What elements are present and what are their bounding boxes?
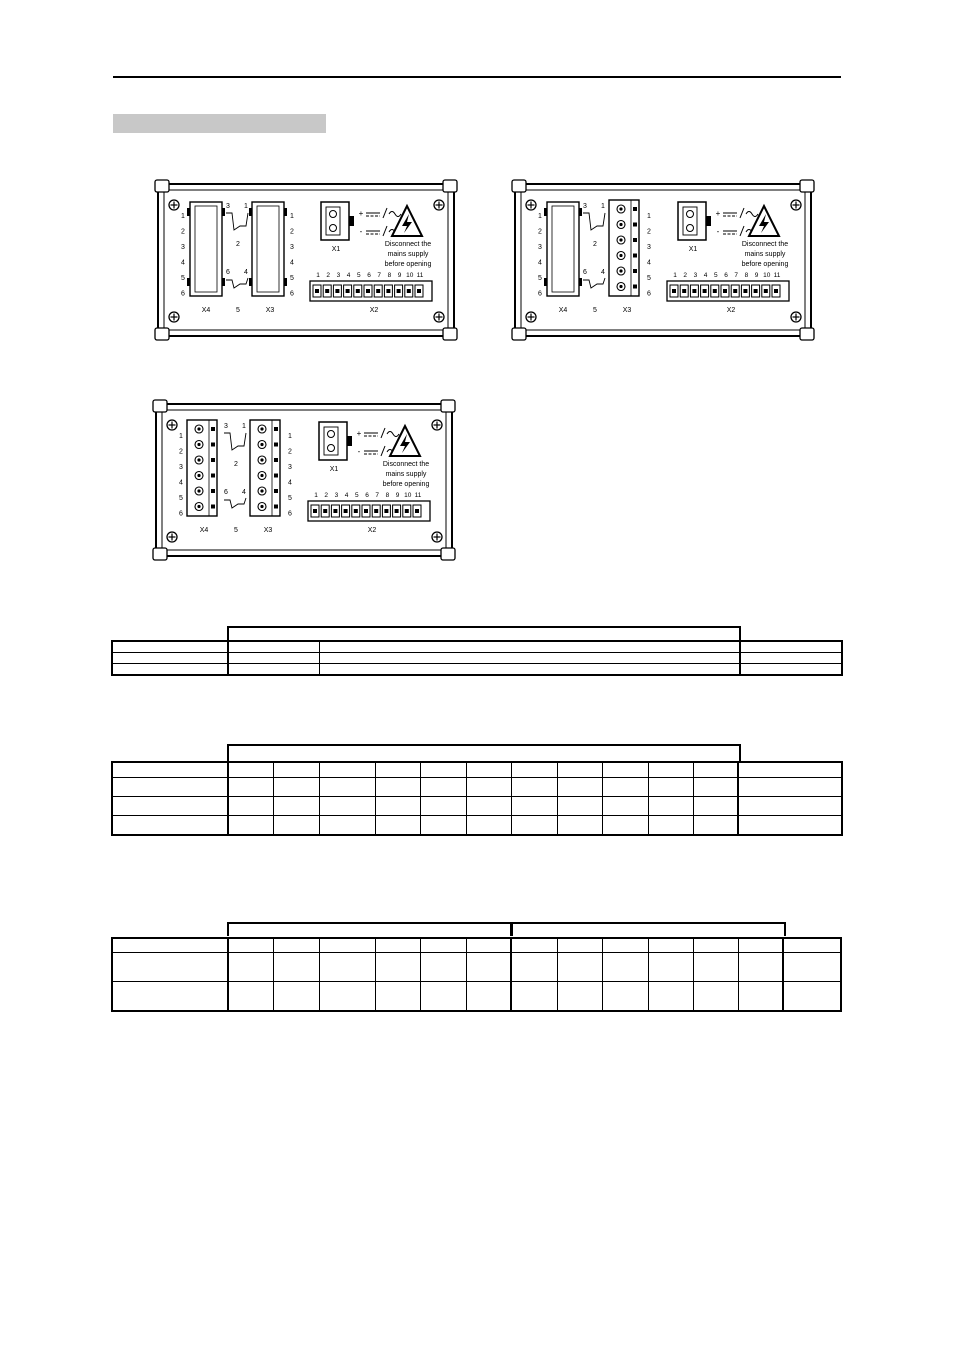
x4-label: X4 [201,307,211,314]
x2-pin-number: 4 [703,272,708,279]
rear-panel-diagram-a [154,178,464,343]
x2-pin-number: 10 [763,272,771,279]
relay-number: 1 [242,423,246,430]
table3-group-a-header [227,922,513,936]
table-row [112,953,841,982]
table-row [112,938,841,953]
relay-number: 3 [226,203,230,210]
x1-label: X1 [331,246,341,253]
x2-pin-number: 3 [334,492,339,499]
x3-label: X3 [263,527,273,534]
pin-number: 3 [181,244,185,251]
corner-bracket [443,180,457,192]
pin-number: 2 [288,448,292,456]
relay-number: 1 [601,203,605,210]
x2-pin-number: 8 [385,492,390,499]
pin-number: 4 [179,479,183,487]
x2-pin-number: 1 [673,272,677,279]
pin-number: 2 [290,228,294,236]
table-row [112,778,842,797]
table-row [112,641,842,653]
table2-group-header [227,744,741,762]
pin-number: 6 [538,290,542,298]
x3-label: X3 [622,307,632,314]
table-1 [111,640,843,676]
corner-bracket [800,180,814,192]
x2-pin-number: 11 [773,272,781,279]
pin-number: 2 [647,228,651,236]
x2-pin-number: 10 [404,492,412,499]
warning-text: mains supply [385,471,427,478]
pin-number: 1 [181,213,185,220]
x2-pin-number: 7 [377,272,382,279]
corner-bracket [153,400,167,412]
x2-pin-number: 5 [354,492,359,499]
pin-number: 5 [647,275,651,282]
x2-pin-number: 2 [326,272,331,279]
pin-number: 1 [538,213,542,220]
pin-number: 5 [181,275,185,282]
corner-bracket [443,328,457,340]
section-heading-bar [113,114,326,133]
x2-pin-number: 1 [316,272,320,279]
corner-bracket [155,328,169,340]
x2-pin-number: 5 [356,272,361,279]
x2-label: X2 [369,307,379,314]
table-row [112,816,842,836]
x4-label: X4 [558,307,568,314]
supply-minus-sign: - [359,227,363,236]
relay-number: 2 [236,241,240,248]
table-2 [111,761,843,836]
x2-pin-number: 2 [324,492,329,499]
pin-number: 6 [179,510,183,518]
x2-pin-number: 9 [397,272,402,279]
rear-panel-diagram-b [509,178,829,343]
x2-pin-number: 5 [713,272,718,279]
pin-number: 4 [181,259,185,267]
warning-text: Disconnect the [741,241,789,248]
warning-text: Disconnect the [384,241,432,248]
warning-text: before opening [384,261,432,268]
x2-pin-number: 8 [744,272,749,279]
warning-text: Disconnect the [382,461,430,468]
pin-number: 1 [290,213,294,220]
relay-number: 3 [583,203,587,210]
table1-group-header [227,626,741,640]
x2-label: X2 [726,307,736,314]
x2-pin-number: 4 [346,272,351,279]
x4-label: X4 [199,527,209,534]
corner-bracket [155,180,169,192]
x2-pin-number: 2 [683,272,688,279]
pin-number: 6 [288,510,292,518]
relay-number: 2 [234,461,238,468]
header-rule [113,76,841,78]
pin-number: 3 [538,244,542,251]
x2-pin-number: 4 [344,492,349,499]
corner-bracket [512,328,526,340]
x3-label: X3 [265,307,275,314]
x2-pin-number: 7 [734,272,739,279]
supply-plus-sign: + [356,429,362,438]
table-row [112,664,842,676]
pin-number: 1 [288,433,292,440]
corner-bracket [441,400,455,412]
table-row [112,653,842,664]
pin-number: 5 [288,495,292,502]
pin-number: 2 [181,228,185,236]
supply-plus-sign: + [715,209,721,218]
relay-number: 6 [583,269,587,276]
warning-text: mains supply [744,251,786,258]
relay-number: 4 [244,269,248,276]
pin-number: 5 [538,275,542,282]
x2-pin-number: 7 [375,492,380,499]
pin-number: 5 [179,495,183,502]
x2-pin-number: 9 [754,272,759,279]
relay-number: 6 [224,489,228,496]
x2-pin-number: 6 [367,272,371,279]
warning-text: mains supply [387,251,429,258]
warning-text: before opening [741,261,789,268]
terminal-block [250,420,280,516]
relay-number: 6 [226,269,230,276]
pin-number: 3 [290,244,294,251]
x2-pin-number: 8 [387,272,392,279]
supply-minus-sign: - [357,447,361,456]
table-3 [111,937,842,1012]
rear-panel-diagram-c [152,398,464,563]
x2-pin-number: 3 [693,272,698,279]
x2-pin-number: 11 [416,272,424,279]
x1-terminal-icon [687,211,694,218]
relay-number: 5 [593,307,597,314]
pin-number: 6 [181,290,185,298]
supply-plus-sign: + [358,209,364,218]
x2-pin-number: 11 [414,492,422,499]
table-row [112,797,842,816]
pin-number: 4 [538,259,542,267]
x2-label: X2 [367,527,377,534]
table-row [112,762,842,778]
table-row [112,982,841,1012]
relay-number: 5 [234,527,238,534]
pin-number: 2 [179,448,183,456]
relay-number: 5 [236,307,240,314]
pin-number: 3 [288,464,292,471]
x2-pin-number: 3 [336,272,341,279]
corner-bracket [441,548,455,560]
x2-pin-number: 9 [395,492,400,499]
x2-pin-number: 1 [314,492,318,499]
x1-terminal-icon [687,225,694,232]
pin-number: 1 [647,213,651,220]
table3-group-b-header [510,922,786,936]
x1-label: X1 [329,466,339,473]
x1-terminal-icon [328,431,335,438]
terminal-block [609,200,639,296]
pin-number: 4 [647,259,651,267]
relay-number: 4 [242,489,246,496]
pin-number: 6 [290,290,294,298]
relay-number: 3 [224,423,228,430]
pin-number: 1 [179,433,183,440]
supply-minus-sign: - [716,227,720,236]
pin-number: 3 [179,464,183,471]
x1-terminal-icon [330,225,337,232]
x1-label: X1 [688,246,698,253]
pin-number: 6 [647,290,651,298]
corner-bracket [512,180,526,192]
pin-number: 4 [288,479,292,487]
x2-pin-number: 6 [365,492,369,499]
corner-bracket [800,328,814,340]
pin-number: 5 [290,275,294,282]
x2-pin-number: 6 [724,272,728,279]
x1-terminal-icon [330,211,337,218]
x2-pin-number: 10 [406,272,414,279]
pin-number: 4 [290,259,294,267]
relay-number: 4 [601,269,605,276]
corner-bracket [153,548,167,560]
x1-terminal-icon [328,445,335,452]
relay-number: 2 [593,241,597,248]
pin-number: 2 [538,228,542,236]
warning-text: before opening [382,481,430,488]
relay-number: 1 [244,203,248,210]
terminal-block [187,420,217,516]
pin-number: 3 [647,244,651,251]
